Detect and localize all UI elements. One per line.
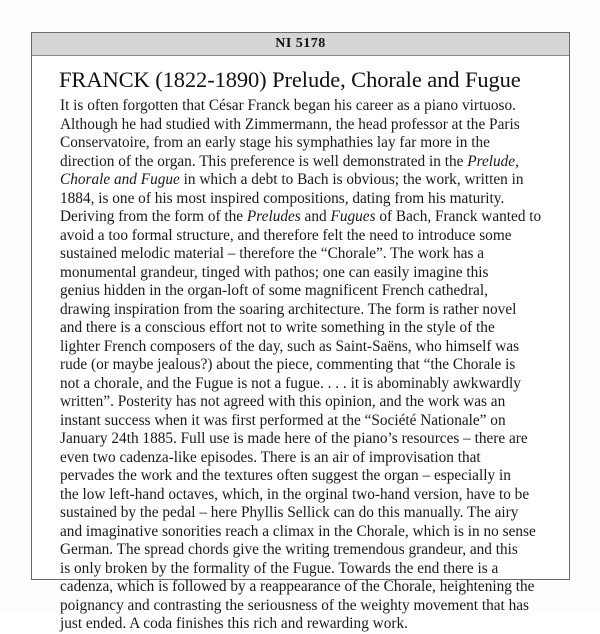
body-line xyxy=(60,208,560,227)
body-line xyxy=(60,486,560,505)
body-text-run: the low left-hand octaves, which, in the orginal two-hand version, have to be xyxy=(60,485,530,503)
body-line xyxy=(60,134,560,153)
body-line xyxy=(60,560,560,579)
body-text-run: It is often forgotten that César Franck began his career as a piano virtuoso. xyxy=(60,97,516,114)
body-text-run: even two cadenza-like episodes. There is an air of improvisation that xyxy=(60,448,481,466)
body-line xyxy=(60,301,560,320)
body-text-run: not a chorale, and the Fugue is not a fugue. . . . it is abominably awkwardly xyxy=(60,374,521,392)
body-line xyxy=(60,615,560,634)
body-line xyxy=(60,153,560,172)
body-line xyxy=(60,356,560,375)
body-line xyxy=(60,504,560,523)
body-text-run: drawing inspiration from the soaring architecture. The form is rather novel xyxy=(60,300,517,318)
body-text-run: in which a debt to Bach is obvious; the work, written in xyxy=(179,171,524,188)
body-line xyxy=(60,430,560,449)
body-text-run: of Bach, Franck wanted to xyxy=(375,208,542,225)
body-text-run: monumental grandeur, tinged with pathos; one can easily imagine this xyxy=(60,263,489,281)
body-text-run: sustained by the pedal – here Phyllis Sellick can do this manually. The airy xyxy=(60,504,519,521)
body-line xyxy=(60,375,560,394)
body-text-run: poignancy and contrasting the seriousness of the weighty movement that has xyxy=(60,596,529,614)
italic-title-text: Preludes xyxy=(246,208,301,225)
body-text-run: and imaginative sonorities reach a climax in the Chorale, which is in no sense xyxy=(60,522,536,540)
program-note-body xyxy=(60,97,560,634)
body-text-run: sustained melodic material – therefore the “Chorale”. The work has a xyxy=(60,245,485,262)
body-line xyxy=(60,578,560,597)
body-text-run: Conservatoire, from an early stage his symphathies lay far more in the xyxy=(60,134,490,151)
body-text-run: direction of the organ. This preference is well demonstrated in the xyxy=(60,152,468,170)
body-text-run: and there is a conscious effort not to write something in the style of the xyxy=(60,319,495,336)
body-line xyxy=(60,245,560,264)
italic-title-text: Chorale and Fugue xyxy=(60,171,180,188)
body-text-run: rude (or maybe jealous?) about the piece, commenting that “the Chorale is xyxy=(60,356,516,373)
catalog-header-bar xyxy=(32,33,569,56)
body-text-run: Deriving from the form of the xyxy=(60,208,247,225)
body-line xyxy=(60,227,560,246)
body-line xyxy=(60,541,560,560)
body-text-run: German. The spread chords give the writing tremendous grandeur, and this xyxy=(60,541,518,558)
body-line xyxy=(60,282,560,301)
body-line xyxy=(60,393,560,412)
body-line xyxy=(60,467,560,486)
body-text-run: pervades the work and the textures often suggest the organ – especially in xyxy=(60,467,511,484)
italic-title-text: Fugues xyxy=(330,208,376,225)
body-text-run: and xyxy=(300,208,331,225)
body-line xyxy=(60,171,560,190)
body-line xyxy=(60,597,560,616)
body-line xyxy=(60,412,560,431)
body-line xyxy=(60,264,560,283)
body-line xyxy=(60,97,560,116)
body-text-run: lighter French composers of the day, such as Saint-Saëns, who himself was xyxy=(60,337,520,355)
body-text-run: cadenza, which is followed by a reappearance of the Chorale, heightening the xyxy=(60,578,535,595)
body-line xyxy=(60,319,560,338)
catalog-number: NI 5178 xyxy=(275,36,326,51)
piece-title: FRANCK (1822-1890) Prelude, Chorale and Fugue xyxy=(59,67,521,92)
body-line xyxy=(60,523,560,542)
body-text-run: avoid a too formal structure, and therefore felt the need to introduce some xyxy=(60,226,512,244)
body-text-run: genius hidden in the organ-loft of some magnificent French cathedral, xyxy=(60,282,488,299)
text-frame xyxy=(31,32,570,632)
body-line xyxy=(60,190,560,209)
body-line xyxy=(60,116,560,135)
body-line xyxy=(60,449,560,468)
body-text-run: just ended. A coda finishes this rich and rewarding work. xyxy=(60,615,408,632)
body-text-run: 1884, is one of his most inspired compositions, dating from his maturity. xyxy=(60,189,505,207)
body-text-run: written”. Posterity has not agreed with this opinion, and the work was an xyxy=(60,393,506,410)
body-text-run: is only broken by the formality of the Fugue. Towards the end there is a xyxy=(60,559,499,577)
body-text-run: January 24th 1885. Full use is made here of the piano’s resources – there are xyxy=(60,430,528,447)
body-text-run: Although he had studied with Zimmermann, the head professor at the Paris xyxy=(60,115,520,133)
italic-title-text: Prelude, xyxy=(467,152,519,170)
body-text-run: instant success when it was first performed at the “Société Nationale” on xyxy=(60,411,506,429)
body-line xyxy=(60,338,560,357)
